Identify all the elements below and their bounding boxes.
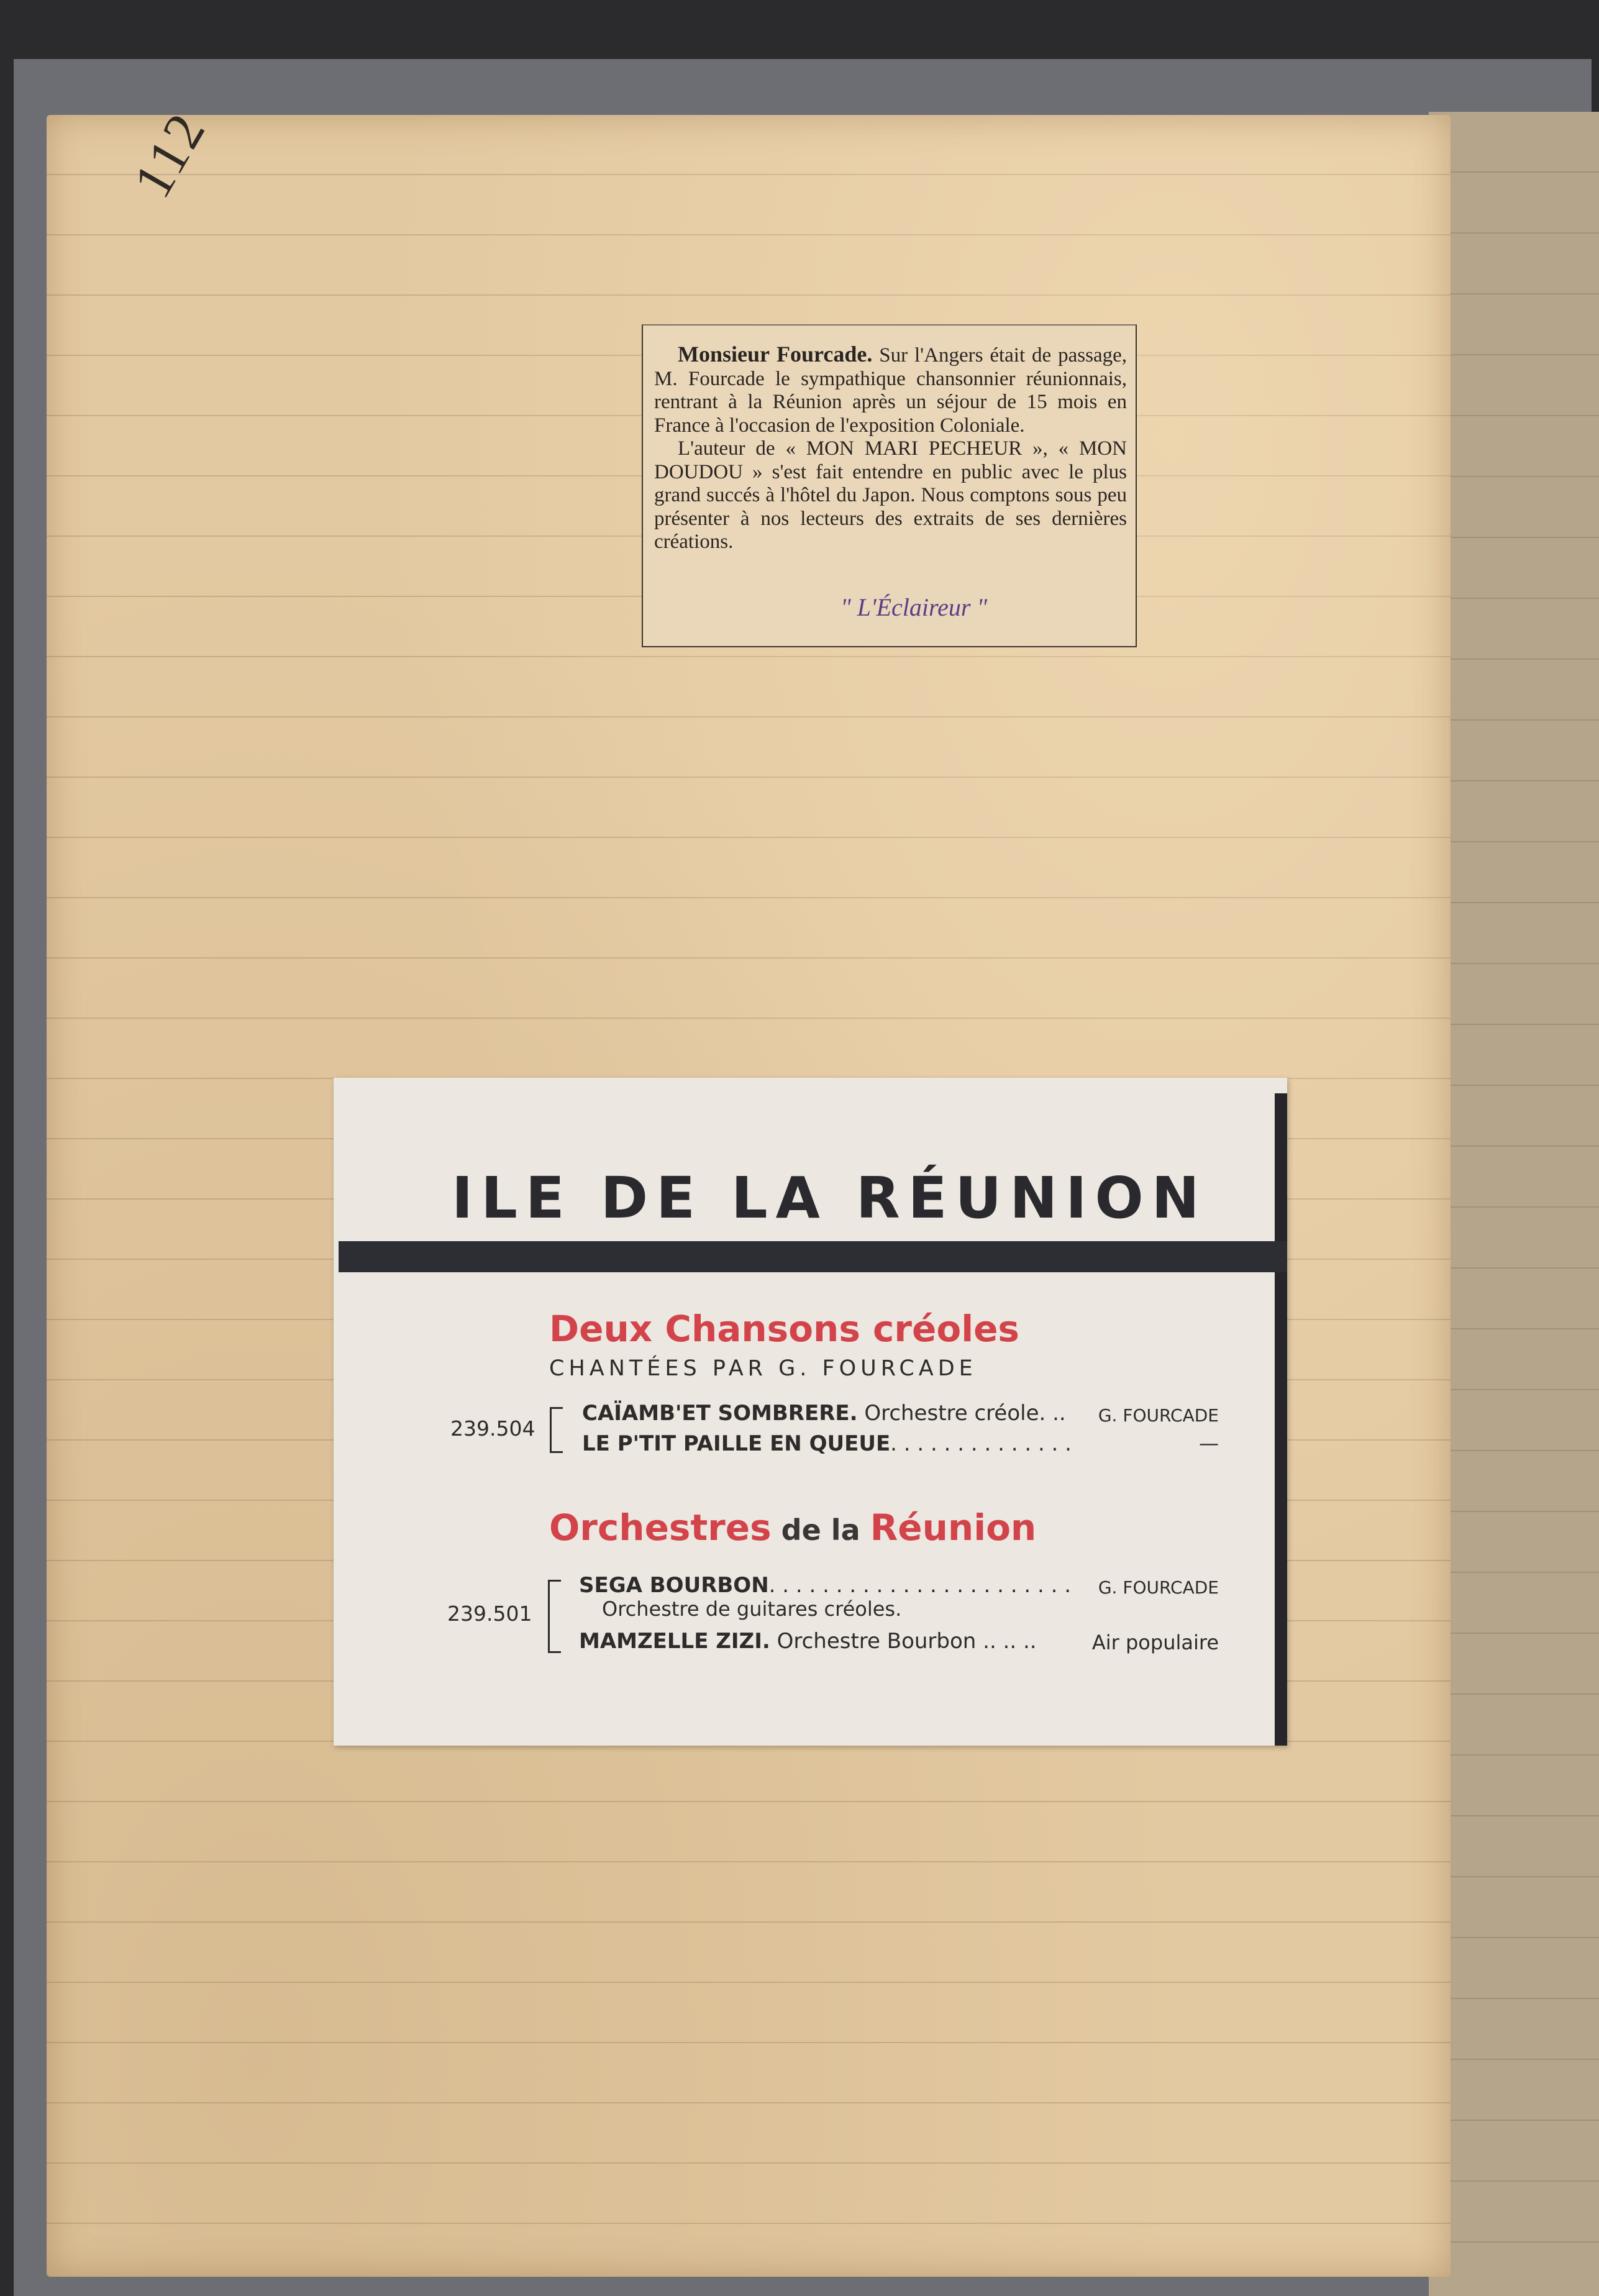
track-title: LE P'TIT PAILLE EN QUEUE xyxy=(582,1431,891,1456)
section-2-title xyxy=(549,1506,1036,1549)
track-credit: G. FOURCADE xyxy=(1098,1577,1219,1598)
track-row xyxy=(579,1573,1071,1598)
track-credit: G. FOURCADE xyxy=(1098,1405,1219,1426)
handwritten-source: " L'Éclaireur " xyxy=(840,593,988,621)
clipping-text-1: Sur l'Angers était de passage, M. Fourcade le sympathique chansonnier réunionnais, rentrant à la Réunion après un séjour de 15 mois en France à l'occasion de l'exposition Coloniale. xyxy=(654,344,1127,437)
clipping-paragraph-1 xyxy=(654,343,1127,437)
section-1-title: Deux Chansons créoles xyxy=(549,1308,1019,1350)
flyer-rule xyxy=(339,1241,1287,1272)
section-2-title-part: de la xyxy=(771,1513,870,1547)
track-title: CAÏAMB'ET SOMBRERE. xyxy=(582,1401,858,1426)
bracket-1 xyxy=(550,1407,563,1453)
track-title: MAMZELLE ZIZI. xyxy=(579,1629,770,1654)
section-2-title-part: Réunion xyxy=(870,1506,1037,1549)
flyer-edge xyxy=(1275,1093,1287,1746)
track-title: SEGA BOURBON xyxy=(579,1573,769,1598)
clipping-paragraph-2: L'auteur de « MON MARI PECHEUR », « MON DOUDOU » s'est fait entendre en public avec le plus grand succés à l'hôtel du Japon. Nous comptons sous peu présenter à nos lecteurs des extraits de ses dernières créations. xyxy=(654,437,1127,553)
flyer-title: ILE DE LA RÉUNION xyxy=(452,1165,1208,1231)
section-1-subtitle: CHANTÉES PAR G. FOURCADE xyxy=(549,1356,977,1381)
track-row xyxy=(582,1401,1066,1426)
section-2-title-part: Orchestres xyxy=(549,1506,772,1549)
track-row xyxy=(582,1431,1072,1456)
track-subtitle: Orchestre de guitares créoles. xyxy=(602,1597,902,1621)
track-credit: Air populaire xyxy=(1091,1631,1219,1654)
track-detail: . . . . . . . . . . . . . . xyxy=(890,1431,1072,1456)
track-detail: Orchestre Bourbon .. .. .. xyxy=(770,1629,1037,1654)
underlying-page xyxy=(1429,112,1599,2296)
newspaper-clipping xyxy=(642,324,1137,647)
catalog-number-2: 239.501 xyxy=(447,1601,532,1626)
record-flyer xyxy=(334,1078,1287,1746)
track-row xyxy=(579,1629,1037,1654)
track-detail: Orchestre créole. .. xyxy=(857,1401,1066,1426)
track-detail: . . . . . . . . . . . . . . . . . . . . . . . xyxy=(768,1573,1071,1598)
clipping-heading: Monsieur Fourcade. xyxy=(678,342,873,367)
track-credit: — xyxy=(1199,1431,1219,1455)
page-number: 112 xyxy=(122,102,219,208)
catalog-number-1: 239.504 xyxy=(450,1416,535,1441)
bracket-2 xyxy=(548,1580,561,1653)
